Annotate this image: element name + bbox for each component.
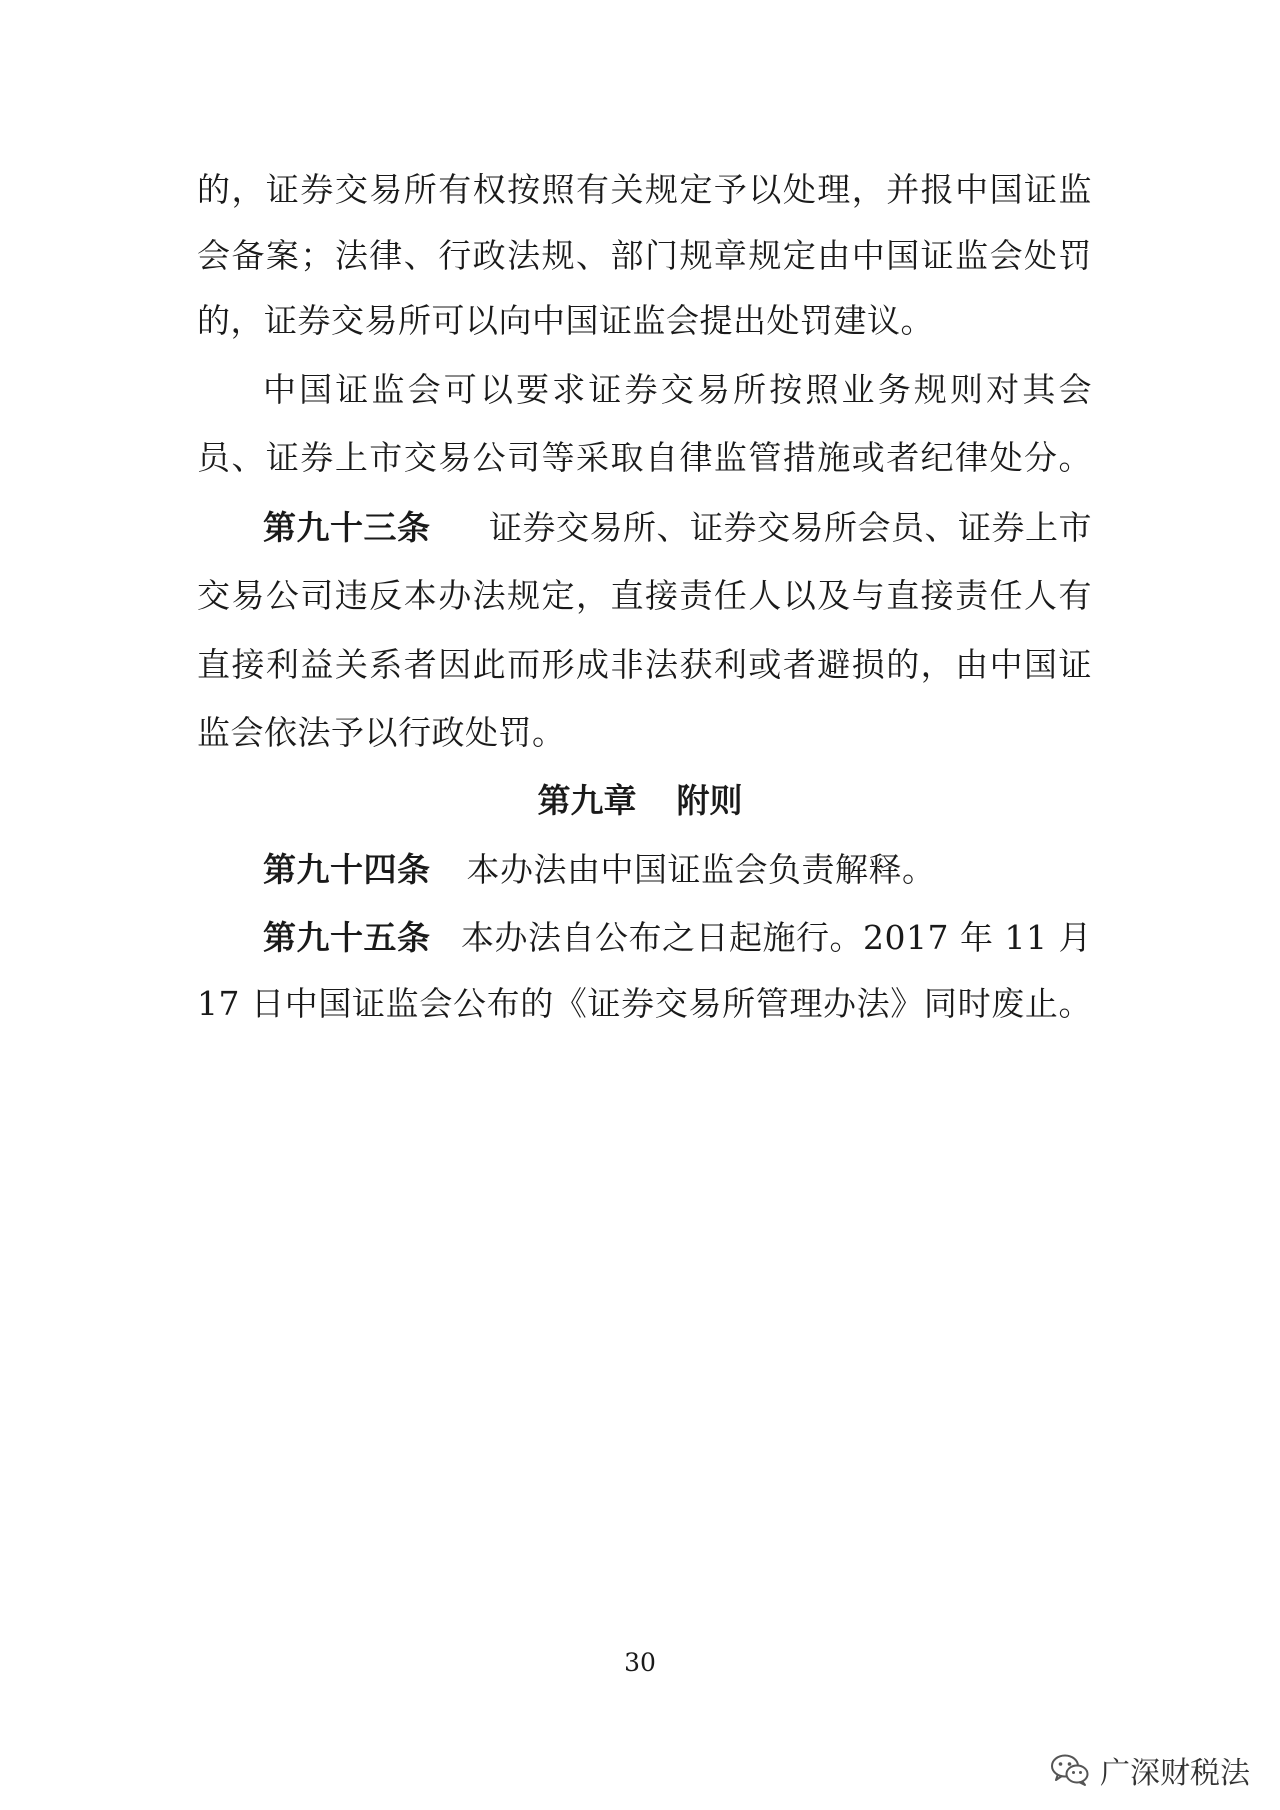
article-94-text: 本办法由中国证监会负责解释。 — [466, 850, 936, 889]
paragraph-line-4: 中国证监会可以要求证券交易所按照业务规则对其会 — [263, 370, 1092, 409]
article-93-line-2: 交易公司违反本办法规定，直接责任人以及与直接责任人有 — [197, 576, 1092, 615]
page-number: 30 — [624, 1648, 656, 1677]
article-95-text-start: 本办法自公布之日起施行。2017 年 11 月 — [461, 918, 1092, 957]
article-95-title: 第九十五条 — [263, 918, 431, 957]
article-94 — [263, 850, 1092, 890]
article-93-text-start: 证券交易所、证券交易所会员、证券上市 — [489, 508, 1092, 547]
article-93-line-4: 监会依法予以行政处罚。 — [197, 713, 566, 752]
article-93-first-line — [263, 508, 1092, 548]
paragraph-line-3: 的，证券交易所可以向中国证监会提出处罚建议。 — [197, 301, 934, 340]
watermark — [1050, 1748, 1250, 1792]
article-93-title: 第九十三条 — [263, 508, 431, 547]
chapter-heading — [0, 781, 1280, 821]
chapter-number: 第九章 — [537, 781, 637, 820]
article-95-line-2: 17 日中国证监会公布的《证券交易所管理办法》同时废止。 — [197, 984, 1092, 1023]
wechat-icon — [1050, 1753, 1090, 1787]
article-95-first-line — [263, 918, 1092, 958]
article-94-title: 第九十四条 — [263, 850, 431, 889]
paragraph-line-2: 会备案；法律、行政法规、部门规章规定由中国证监会处罚 — [197, 236, 1092, 275]
paragraph-line-5: 员、证券上市交易公司等采取自律监管措施或者纪律处分。 — [197, 438, 1092, 477]
watermark-text: 广深财税法 — [1100, 1756, 1250, 1791]
chapter-title: 附则 — [676, 781, 743, 820]
article-93-line-3: 直接利益关系者因此而形成非法获利或者避损的，由中国证 — [197, 645, 1092, 684]
paragraph-line-1: 的，证券交易所有权按照有关规定予以处理，并报中国证监 — [197, 170, 1092, 209]
